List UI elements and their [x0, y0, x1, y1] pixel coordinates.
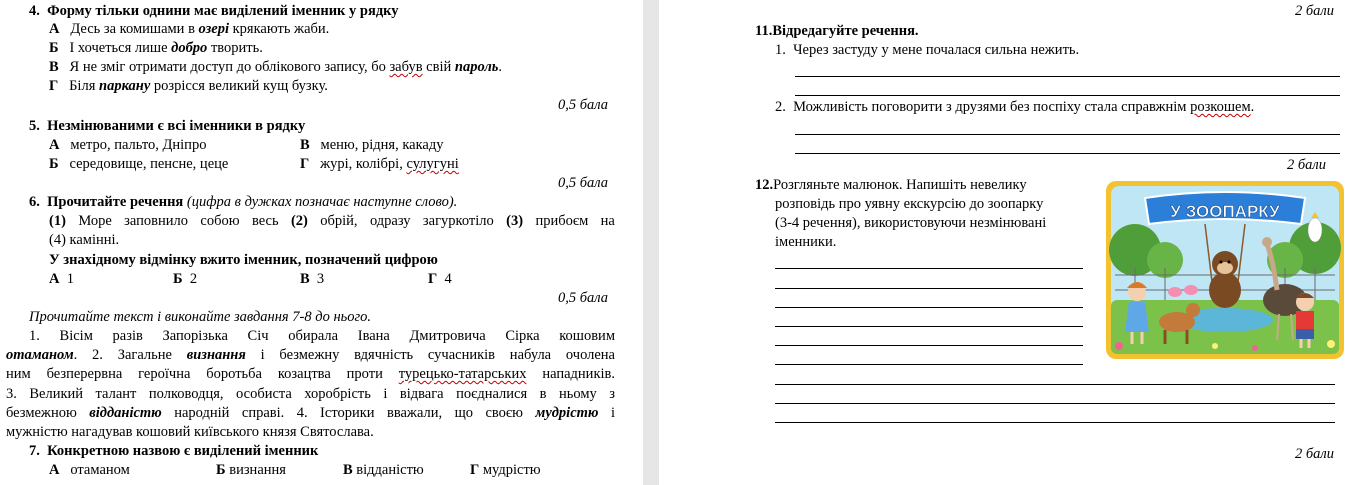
monkey	[1209, 251, 1241, 308]
q6-option-b: Б 2	[173, 271, 198, 287]
q6-heading: 6. Прочитайте речення (цифра в дужках позначає наступне слово).	[29, 194, 458, 210]
answer-line[interactable]	[775, 364, 1083, 365]
q6-option-v: В 3	[300, 271, 325, 287]
answer-line[interactable]	[775, 288, 1083, 289]
q4-score: 0,5 бала	[558, 97, 609, 113]
q12-line-1: 12.Розгляньте малюнок. Напишіть невелику	[755, 177, 1027, 193]
q5-heading: 5. Незмінюваними є всі іменники в рядку	[29, 118, 306, 134]
q11-item-2: 2. Можливість поговорити з друзями без поспіху стала справжнім розкошем.	[775, 99, 1255, 115]
q7-title: Конкретною назвою є виділений іменник	[47, 443, 319, 459]
q7-option-g: Г мудрістю	[470, 462, 541, 478]
q5-option-v: В меню, рідня, какаду	[300, 137, 444, 153]
left-page	[0, 0, 643, 485]
q11-score: 2 бали	[1287, 157, 1326, 173]
q6-option-g: Г 4	[428, 271, 452, 287]
q4-option-a: А Десь за комишами в озері крякають жаби.	[49, 21, 330, 37]
q11-title: Відредагуйте речення.	[772, 23, 919, 39]
q6-option-a: А 1	[49, 271, 74, 287]
right-page	[659, 0, 1357, 485]
answer-line[interactable]	[775, 326, 1083, 327]
q4-title: Форму тільки однини має виділений іменник у рядку	[47, 3, 399, 19]
q5-option-g: Г журі, колібрі, сулугуні	[300, 156, 459, 172]
text-line-2: отаманом. 2. Загальне визнання і безмежну вдячність сучасників набула очолена	[6, 347, 615, 363]
answer-line[interactable]	[775, 422, 1335, 423]
q6-question: У знахідному відмінку вжито іменник, позначений цифрою	[49, 252, 438, 268]
answer-line[interactable]	[795, 76, 1340, 77]
q5-title: Незмінюваними є всі іменники в рядку	[47, 118, 306, 134]
q6-score: 0,5 бала	[558, 290, 609, 306]
top-score: 2 бали	[1295, 3, 1334, 19]
q7-option-b: Б визнання	[216, 462, 286, 478]
answer-line[interactable]	[795, 134, 1340, 135]
q4-heading	[29, 2, 399, 20]
answer-line[interactable]	[775, 384, 1335, 385]
text-line-1: 1. Вісім разів Запорізька Січ обирала Івана Дмитровича Сірка кошовим	[29, 328, 615, 344]
answer-line[interactable]	[775, 268, 1083, 269]
q4-option-g: Г Біля паркану розрісся великий кущ бузку.	[49, 78, 328, 94]
q11-item-1: 1. Через застуду у мене почалася сильна нежить.	[775, 42, 1080, 58]
q4-option-b: Б І хочеться лише добро творить.	[49, 40, 263, 56]
q7-option-v: В відданістю	[343, 462, 424, 478]
zoo-title: У ЗООПАРКУ	[1170, 202, 1280, 221]
q7-heading: 7. Конкретною назвою є виділений іменник	[29, 443, 319, 459]
text-line-6: мужністю нагадував кошовий київського князя Святослава.	[6, 424, 374, 440]
q5-score: 0,5 бала	[558, 175, 609, 191]
answer-line[interactable]	[775, 403, 1335, 404]
q6-title: Прочитайте речення	[47, 194, 184, 210]
q5-option-a: А метро, пальто, Дніпро	[49, 137, 207, 153]
q6-sentence-line1: (1) Море заповнило собою весь (2) обрій, одразу загуркотіло (3) прибоєм на	[49, 213, 615, 229]
q4-option-v: В Я не зміг отримати доступ до облікового запису, бо забув свій пароль.	[49, 59, 503, 75]
answer-line[interactable]	[795, 153, 1340, 154]
text-line-4: 3. Великий талант полководця, особиста хоробрість і відвага поєдналися в ньому з	[6, 386, 615, 402]
q11-heading: 11.Відредагуйте речення.	[755, 23, 919, 39]
q4-number: 4.	[29, 3, 40, 19]
q5-option-b: Б середовище, пенсне, цеце	[49, 156, 229, 172]
q6-sentence-line2: (4) камінні.	[49, 232, 120, 248]
q12-line-4: іменники.	[775, 234, 837, 250]
text-line-3: ним безперервна героїчна боротьба козацтва проти турецько-татарських нападників.	[6, 366, 615, 382]
q7-option-a: А отаманом	[49, 462, 130, 478]
answer-line[interactable]	[775, 307, 1083, 308]
answer-line[interactable]	[795, 95, 1340, 96]
parrot	[1308, 218, 1322, 242]
answer-line[interactable]	[775, 345, 1083, 346]
q12-score: 2 бали	[1295, 446, 1334, 462]
q12-line-2: розповідь про уявну екскурсію до зоопарку	[775, 196, 1044, 212]
q12-line-3: (3-4 речення), використовуючи незмінювані	[775, 215, 1047, 231]
zoo-illustration	[1105, 180, 1345, 360]
text-intro: Прочитайте текст і виконайте завдання 7-8 до нього.	[29, 309, 372, 325]
text-line-5: безмежною відданістю народній справі. 4. Історики вважали, що своєю мудрістю і	[6, 405, 615, 421]
